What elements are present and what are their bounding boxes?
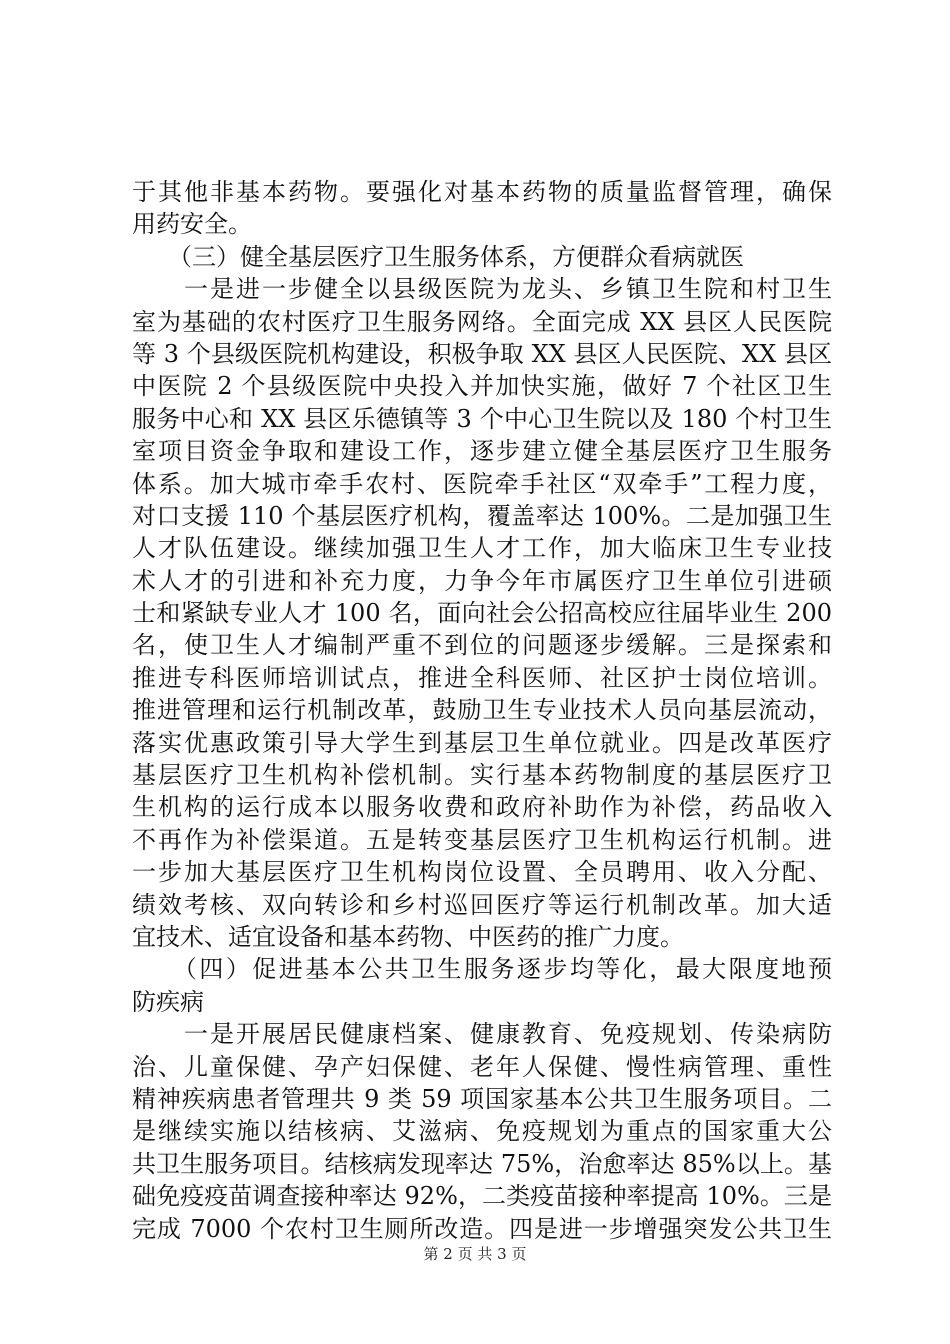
text-line: 室项目资金争取和建设工作，逐步建立健全基层医疗卫生服务 xyxy=(132,437,832,466)
text-line: 推进管理和运行机制改革，鼓励卫生专业技术人员向基层流动， xyxy=(132,696,832,725)
text-line: 落实优惠政策引导大学生到基层卫生单位就业。四是改革医疗 xyxy=(132,728,832,757)
text-line: 术人才的引进和补充力度，力争今年市属医疗卫生单位引进硕 xyxy=(132,566,832,595)
page-footer: 第 2 页 共 3 页 xyxy=(423,1245,527,1263)
text-line: 室为基础的农村医疗卫生服务网络。全面完成 XX 县区人民医院 xyxy=(132,307,832,336)
text-line: 服务中心和 XX 县区乐德镇等 3 个中心卫生院以及 180 个村卫生 xyxy=(132,404,832,433)
text-line: 一步加大基层医疗卫生机构岗位设置、全员聘用、收入分配、 xyxy=(132,858,832,887)
text-line: 不再作为补偿渠道。五是转变基层医疗卫生机构运行机制。进 xyxy=(132,825,832,854)
text-line: 绩效考核、双向转诊和乡村巡回医疗等运行机制改革。加大适 xyxy=(132,890,832,919)
text-line: 推进专科医师培训试点，推进全科医师、社区护士岗位培训。 xyxy=(132,663,832,692)
text-line: 人才队伍建设。继续加强卫生人才工作，加大临床卫生专业技 xyxy=(132,534,832,563)
text-line: 共卫生服务项目。结核病发现率达 75%，治愈率达 85%以上。基 xyxy=(132,1149,832,1178)
text-line: 完成 7000 个农村卫生厕所改造。四是进一步增强突发公共卫生 xyxy=(132,1214,832,1243)
text-line: 治、儿童保健、孕产妇保健、老年人保健、慢性病管理、重性 xyxy=(132,1052,832,1081)
document-body xyxy=(132,176,832,1245)
text-line: 宜技术、适宜设备和基本药物、中医药的推广力度。 xyxy=(132,922,684,951)
text-line: （四）促进基本公共卫生服务逐步均等化，最大限度地预 xyxy=(132,955,832,984)
text-line: 生机构的运行成本以服务收费和政府补助作为补偿，药品收入 xyxy=(132,793,832,822)
text-line: 中医院 2 个县级医院中央投入并加快实施，做好 7 个社区卫生 xyxy=(132,372,832,401)
text-line: 础免疫疫苗调查接种率达 92%，二类疫苗接种率提高 10%。三是 xyxy=(132,1182,832,1211)
text-line: 士和紧缺专业人才 100 名，面向社会公招高校应往届毕业生 200 xyxy=(132,599,832,628)
text-line: 一是开展居民健康档案、健康教育、免疫规划、传染病防 xyxy=(132,1020,832,1049)
text-line: 对口支援 110 个基层医疗机构，覆盖率达 100%。二是加强卫生 xyxy=(132,501,832,530)
text-line: 于其他非基本药物。要强化对基本药物的质量监督管理，确保 xyxy=(132,178,832,206)
text-line: 防疾病 xyxy=(132,987,204,1016)
text-line: 是继续实施以结核病、艾滋病、免疫规划为重点的国家重大公 xyxy=(132,1117,832,1146)
text-line: 基层医疗卫生机构补偿机制。实行基本药物制度的基层医疗卫 xyxy=(132,761,832,790)
text-line: 名，使卫生人才编制严重不到位的问题逐步缓解。三是探索和 xyxy=(132,631,832,660)
text-line: 精神疾病患者管理共 9 类 59 项国家基本公共卫生服务项目。二 xyxy=(132,1084,832,1113)
text-line: 等 3 个县级医院机构建设，积极争取 XX 县区人民医院、XX 县区 xyxy=(132,339,832,368)
text-line: （三）健全基层医疗卫生服务体系，方便群众看病就医 xyxy=(132,242,744,271)
text-line: 体系。加大城市牵手农村、医院牵手社区“双牵手”工程力度， xyxy=(132,469,832,498)
text-line: 用药安全。 xyxy=(132,210,252,239)
text-line: 一是进一步健全以县级医院为龙头、乡镇卫生院和村卫生 xyxy=(132,275,832,304)
